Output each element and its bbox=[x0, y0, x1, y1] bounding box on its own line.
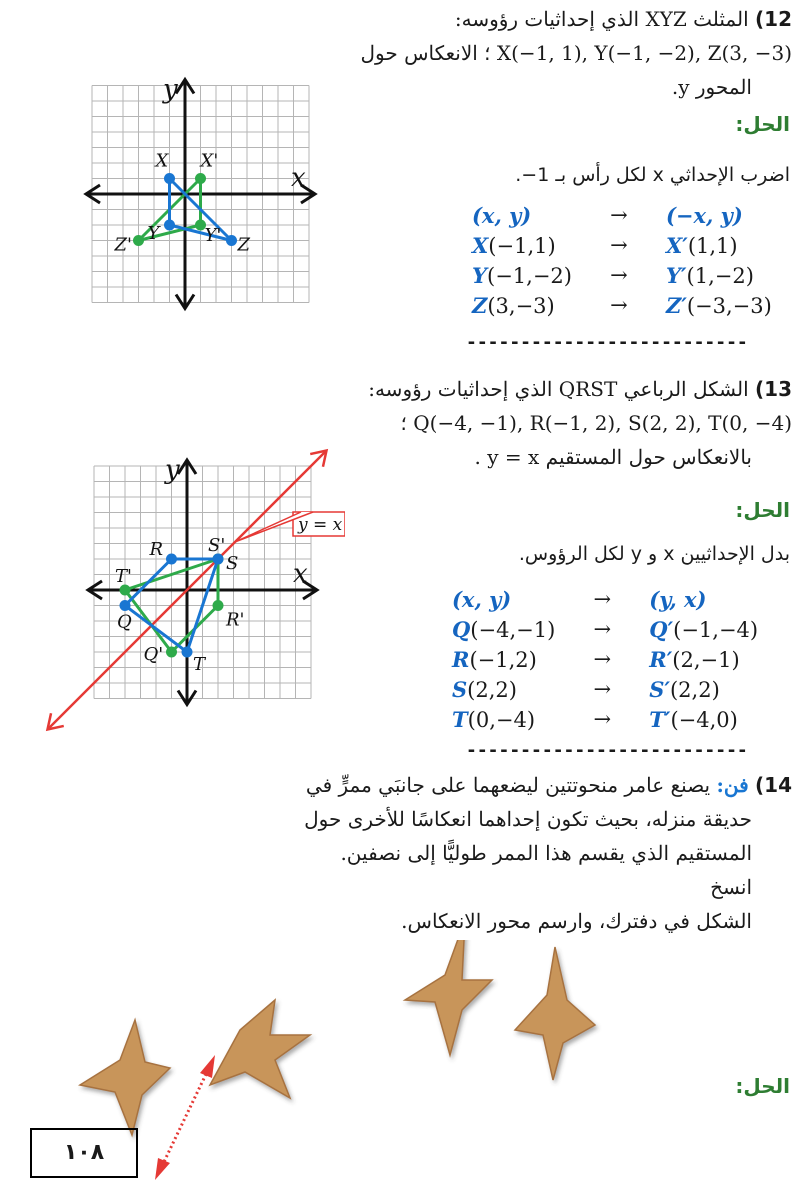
vertex-point-Z bbox=[226, 235, 237, 246]
coordinate-graph-12 bbox=[45, 68, 335, 358]
vertex-name: Q bbox=[452, 616, 471, 642]
vertex-coords: (−1,2) bbox=[469, 647, 537, 672]
vertex-point-Qprime bbox=[166, 647, 177, 658]
vertex-coords: (−1,−2) bbox=[487, 263, 572, 288]
table-row bbox=[466, 290, 778, 320]
image-coords: (2,2) bbox=[669, 677, 720, 702]
arrow: → bbox=[593, 617, 612, 641]
vertex-point-Zprime bbox=[133, 235, 144, 246]
vertex-label-Qprime: Q' bbox=[143, 644, 164, 665]
statement-line: X(−1, 1), Y(−1, −2), Z(3, −3) ؛ الانعكاس حول bbox=[360, 41, 792, 65]
statement-line: المثلث XYZ الذي إحداثيات رؤوسه: bbox=[454, 7, 749, 31]
instruction-text: اضرب الإحداثي x لكل رأس بـ 1−. bbox=[515, 164, 790, 186]
vertex-coords: (−4,−1) bbox=[470, 617, 556, 642]
vertex-point-Y bbox=[164, 220, 175, 231]
y-axis-label: y bbox=[163, 74, 178, 105]
vertex-label-Zprime: Z' bbox=[114, 234, 132, 256]
vertex-label-T: T bbox=[193, 654, 206, 675]
statement-line: حديقة منزله، بحيث تكون إحداهما انعكاسًا للأخرى حول bbox=[304, 807, 752, 831]
arrow: → bbox=[610, 293, 628, 317]
vertex-label-Q: Q bbox=[117, 611, 132, 633]
image-name: Y′ bbox=[665, 262, 687, 288]
header-right: (−x, y) bbox=[665, 202, 743, 228]
header-left: (x, y) bbox=[472, 202, 532, 228]
problem-number: 12) bbox=[755, 7, 792, 31]
statement-line: بالانعكاس حول المستقيم y = x . bbox=[474, 445, 752, 469]
arrow: → bbox=[593, 587, 612, 611]
vertex-coords: (−1,1) bbox=[488, 233, 556, 258]
instruction-text: بدل الإحداثيين x و y لكل الرؤوس. bbox=[518, 543, 790, 565]
table-row bbox=[446, 674, 764, 704]
sculptures-illustration bbox=[60, 940, 680, 1200]
vertex-name: Y bbox=[472, 262, 487, 288]
table-header-row bbox=[446, 584, 764, 614]
vertex-label-X: X bbox=[155, 150, 169, 172]
sculpture-shape bbox=[405, 940, 492, 1055]
page-number: ١٠٨ bbox=[30, 1128, 138, 1178]
separator-line: -------------------------- bbox=[466, 740, 748, 761]
vertex-point-X bbox=[164, 173, 175, 184]
statement-line: المحور y. bbox=[671, 75, 752, 99]
image-name: R′ bbox=[649, 646, 673, 672]
arrow: → bbox=[610, 263, 628, 287]
vertex-label-R: R bbox=[149, 539, 164, 560]
x-axis-label: x bbox=[291, 163, 306, 193]
arrow: → bbox=[610, 233, 628, 257]
statement-line: الشكل في دفترك، وارسم محور الانعكاس. bbox=[401, 909, 752, 933]
image-name: T′ bbox=[649, 706, 671, 732]
vertex-label-Sprime: S' bbox=[208, 535, 226, 556]
problem-number: 14) bbox=[755, 773, 792, 797]
statement-line: Q(−4, −1), R(−1, 2), S(2, 2), T(0, −4) ؛ bbox=[400, 411, 792, 435]
statement-line: يصنع عامر منحوتتين ليضعهما على جانبَي ممرٍّ في bbox=[305, 773, 711, 797]
vertex-label-S: S bbox=[226, 553, 239, 574]
problem-number: 13) bbox=[755, 377, 792, 401]
y-axis-label: y bbox=[165, 455, 180, 485]
table-row bbox=[446, 704, 764, 734]
image-coords: (−4,0) bbox=[670, 707, 738, 732]
vertex-coords: (0,−4) bbox=[467, 707, 536, 732]
sculpture-shape bbox=[515, 947, 595, 1080]
separator-line: -------------------------- bbox=[466, 332, 748, 353]
table-header-row bbox=[466, 200, 778, 230]
image-coords: (−3,−3) bbox=[686, 293, 772, 318]
mapping-table bbox=[446, 584, 764, 734]
header-right: (y, x) bbox=[649, 586, 707, 612]
sculpture-shape bbox=[80, 1020, 170, 1135]
vertex-label-Yprime: Y' bbox=[204, 225, 222, 246]
vertex-point-Xprime bbox=[195, 173, 206, 184]
vertex-label-Y: Y bbox=[147, 223, 160, 244]
problem-13-statement bbox=[340, 372, 792, 474]
arrow: → bbox=[593, 677, 612, 701]
vertex-coords: (3,−3) bbox=[487, 293, 555, 318]
problem-12-statement bbox=[330, 2, 792, 104]
vertex-point-Q bbox=[120, 600, 131, 611]
image-coords: (1,−2) bbox=[686, 263, 754, 288]
arrow: → bbox=[593, 707, 612, 731]
image-name: Z′ bbox=[665, 292, 687, 318]
coordinate-graph-13 bbox=[45, 440, 345, 750]
image-coords: (−1,−4) bbox=[673, 617, 759, 642]
problem-14-statement bbox=[300, 768, 792, 938]
vertex-name: X bbox=[472, 232, 489, 258]
vertex-label-Z: Z bbox=[237, 234, 251, 256]
mapping-table bbox=[466, 200, 778, 320]
sculpture-shape bbox=[210, 1000, 310, 1098]
vertex-coords: (2,2) bbox=[467, 677, 517, 702]
table-row bbox=[466, 260, 778, 290]
image-coords: (2,−1) bbox=[672, 647, 740, 672]
table-row bbox=[446, 644, 764, 674]
arrow: → bbox=[593, 647, 612, 671]
vertex-name: T bbox=[452, 706, 468, 732]
statement-line: الشكل الرباعي QRST الذي إحداثيات رؤوسه: bbox=[368, 377, 749, 401]
image-name: Q′ bbox=[649, 616, 674, 642]
solution-label: الحل: bbox=[735, 498, 790, 522]
header-left: (x, y) bbox=[452, 586, 512, 612]
image-coords: (1,1) bbox=[687, 233, 738, 258]
mirror-line-label: y = x bbox=[298, 515, 343, 535]
vertex-point-T bbox=[182, 647, 193, 658]
vertex-name: S bbox=[452, 676, 468, 702]
vertex-label-Xprime: X' bbox=[200, 150, 219, 172]
vertex-point-Rprime bbox=[213, 600, 224, 611]
vertex-label-Rprime: R' bbox=[226, 609, 245, 631]
image-name: X′ bbox=[665, 232, 688, 258]
vertex-name: Z bbox=[472, 292, 488, 318]
solution-label: الحل: bbox=[735, 112, 790, 136]
statement-line: المستقيم الذي يقسم هذا الممر طوليًّا إلى نصفين. انسخ bbox=[340, 841, 752, 899]
vertex-name: R bbox=[452, 646, 470, 672]
topic-label: فن: bbox=[716, 773, 749, 797]
x-axis-label: x bbox=[293, 559, 308, 589]
table-row bbox=[446, 614, 764, 644]
arrow: → bbox=[610, 203, 628, 227]
table-row bbox=[466, 230, 778, 260]
vertex-point-R bbox=[166, 554, 177, 565]
image-name: S′ bbox=[649, 676, 670, 702]
solution-label: الحل: bbox=[735, 1074, 790, 1098]
vertex-label-Tprime: T' bbox=[115, 566, 132, 587]
